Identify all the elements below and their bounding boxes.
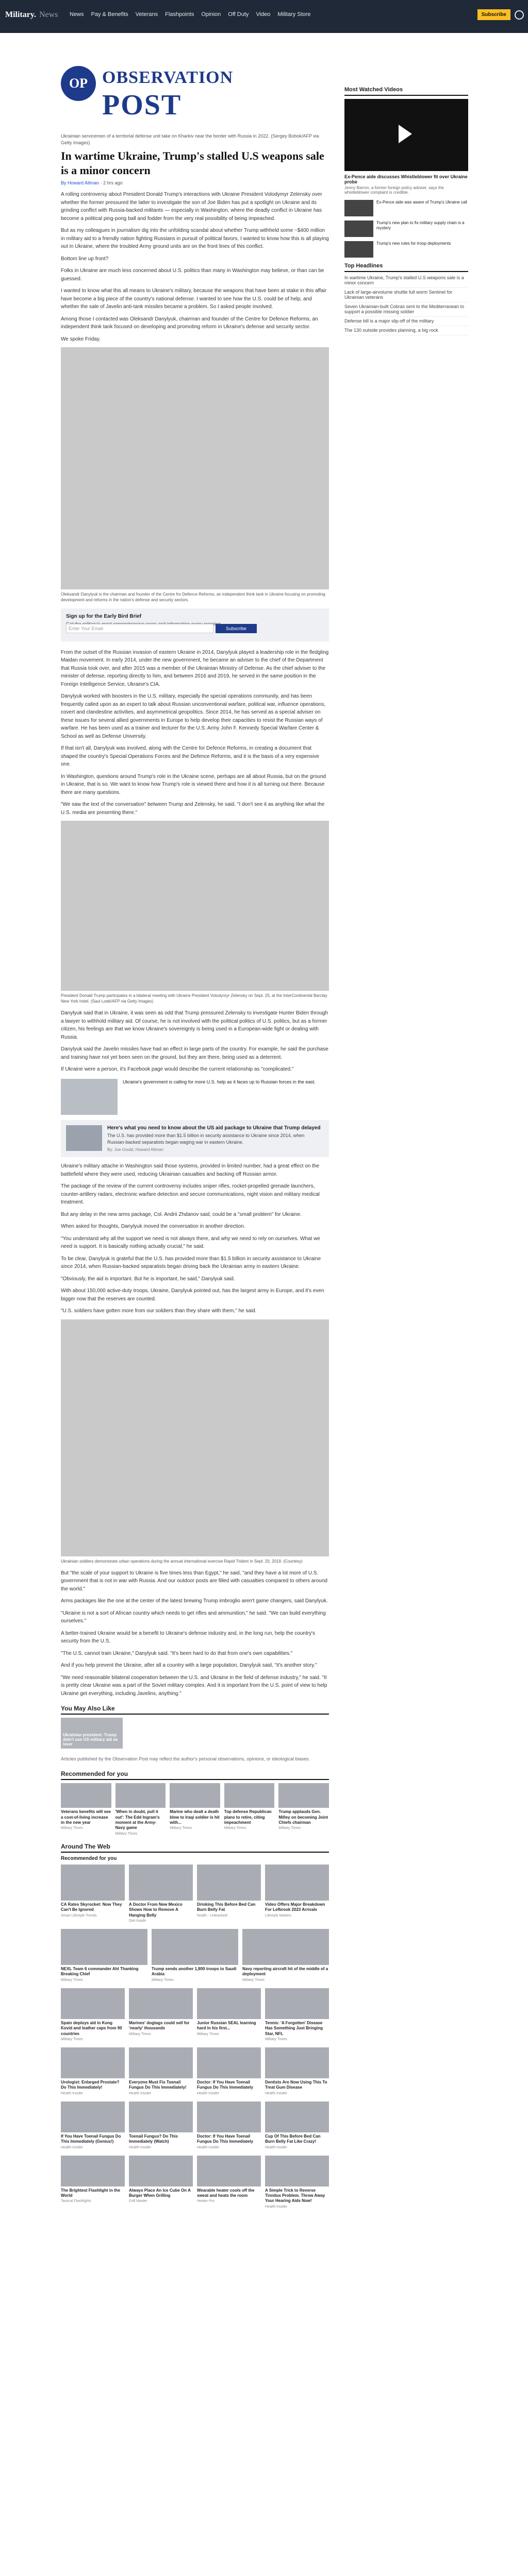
headline-link[interactable]: Defense bill is a major slip-off of the military: [344, 318, 468, 326]
paragraph: Ukraine's military attache in Washington said those systems, provided in limited number, had a great effect on the battlefield where they were used, reducing Ukrainian casualties and backing off Russian armor.: [61, 1163, 320, 1177]
signup-subscribe-button[interactable]: Subscribe: [216, 624, 257, 633]
sponsored-card[interactable]: A Doctor From New Mexico Shows How to Remove A Hanging Belly Diet Inside: [129, 1865, 193, 1923]
paragraph: A better-trained Ukraine would be a benefit to Ukraine's defense industry and, in the long run, help the country's security from the U.S.: [61, 1630, 316, 1645]
rec-card[interactable]: Trump applauds Gen. Milley on becoming Joint Chiefs chairman Military Times: [278, 1783, 329, 1836]
sidebar: [344, 87, 468, 337]
byline: By Howard Altman · 2 hrs ago: [61, 180, 123, 186]
sponsored-card[interactable]: Navy reporting aircraft hit of the middle of a deployment Military Times: [242, 1929, 329, 1982]
callout-summary: The U.S. has provided more than $1.5 billion in security assistance to Ukraine since 2014, when Russian-backed separatists began waging war in eastern Ukraine.: [107, 1132, 305, 1145]
sponsored-card[interactable]: If You Have Toenail Fungus Do This Immediately (Genius!) Health Insider: [61, 2102, 125, 2149]
sponsored-card[interactable]: Tennis: 'A Forgotten' Disease Has Something Just Bringing Star, NFL Military Times: [265, 1988, 329, 2041]
related-card[interactable]: Ukrainian president: Trump didn't use US military aid as lever: [61, 1718, 123, 1749]
sponsored-card[interactable]: Toenail Fungus? Do This Immediately (Watch) Health Insider: [129, 2102, 193, 2149]
byline-by: By: [61, 180, 67, 186]
main-nav: [70, 11, 311, 18]
paragraph: When asked for thoughts, Danylyuk moved the conversation in another direction.: [61, 1224, 245, 1230]
nav-item-flashpoints[interactable]: Flashpoints: [165, 11, 194, 18]
nav-item-off-duty[interactable]: Off Duty: [228, 11, 249, 18]
video-list-item[interactable]: Ex-Pence aide was aware of Trump's Ukraine call: [344, 200, 468, 216]
recommended-grid: [61, 1783, 329, 1836]
paragraph: "The U.S. cannot train Ukraine," Danylyuk said. "It's been hard to do that from one's own capabilities.": [61, 1650, 293, 1656]
paragraph: With about 150,000 active-duty troops, Ukraine, Danylyuk pointed out, has the largest army in Europe, and it's even bigger now that the reserves are counted.: [61, 1288, 324, 1302]
rec-card[interactable]: 'When in doubt, pull it out': The Edd Ingram's moment at the Army-Navy game Military Times: [116, 1783, 166, 1836]
author-link[interactable]: Howard Altman: [68, 180, 100, 186]
sponsored-card[interactable]: CA Rates Skyrocket: Now They Can't Be Ignored Smart Lifestyle Trends: [61, 1865, 125, 1923]
paragraph: Danylyuk said that in Ukraine, it was seen as odd that Trump pressured Zelensky to investigate Hunter Biden through a lawyer to withhold military aid. Of course, he is not involved with the political politics of U.S. politics, but as a former citizen, his feelings are that we know Ukraine's sovereignty is being used in a European-wide fight or dealing with Russia.: [61, 1010, 328, 1040]
quote-caption: Ukraine's government is calling for more U.S. help as it faces up to Russian forces in the east.: [123, 1079, 316, 1084]
article-photo-2: [61, 821, 329, 991]
related-article-callout[interactable]: [61, 1120, 329, 1157]
you-may-also-like-title: You May Also Like: [61, 1705, 329, 1715]
sponsored-card[interactable]: Doctor: If You Have Toenail Fungus Do This Immediately Health Insider: [197, 2102, 261, 2149]
sidebar-title: Most Watched Videos: [344, 87, 468, 96]
paragraph: Folks in Ukraine are much less concerned about U.S. politics than many in Washington may believe, or than can be guessed.: [61, 268, 324, 282]
sponsored-card[interactable]: Marines' dogtags could sell for 'nearly' thousands Military Times: [129, 1988, 193, 2041]
paragraph: Arms packages like the one at the center of the latest brewing Trump imbroglio aren't game changers, said Danylyuk.: [61, 1598, 328, 1604]
subscribe-button[interactable]: Subscribe: [477, 9, 510, 20]
sponsored-card[interactable]: Video Offers Major Breakdown For Lefbrook 2023 Arrivals Lifestyle Matters: [265, 1865, 329, 1923]
paragraph: Bottom line up front?: [61, 256, 109, 262]
paragraph: But "the scale of your support to Ukraine is five times less than Egypt," he said, "and they have a lot more of U.S. government that is not in war with Russia. And our outdoor posts are filled with casualties compared to others around the world.": [61, 1570, 327, 1592]
headline-link[interactable]: Seven Ukrainian-built Cobras sent to the Mediterranean to support a possible missing soldier: [344, 304, 468, 317]
paragraph: Danylyuk said the Javelin missiles have had an effect in large parts of the country. For example, he said the purchase and training have not yet been seen on the ground, but they are there, being used as a deterrent.: [61, 1046, 328, 1060]
paragraph: But as my colleagues in journalism dig into the unfolding scandal about whether Trump withheld some ~$400 million in military aid to a friendly nation fighting Russians in pursuit of political favors, I wanted to know how this is all playing out in Ukraine, where the troubled Army ground units are on the front lines of this conflict.: [61, 228, 329, 250]
video-title[interactable]: Ex-Pence aide discusses Whistleblower fit over Ukraine probe: [344, 174, 468, 184]
sponsored-card[interactable]: Wearable heater cools off the sweat and heats the room Heater Pro: [197, 2156, 261, 2209]
video-list-item[interactable]: Trump's new plan to fix military supply chain is a mystery: [344, 221, 468, 237]
around-the-web-title: Around The Web: [61, 1843, 329, 1853]
paragraph: "We saw the text of the conversation" between Trump and Zelensky, he said. "I don't see it as anything like what the U.S. media are presenting there.": [61, 802, 325, 816]
headline-link[interactable]: The 130 outside provides planning, a big rock: [344, 328, 468, 335]
paragraph: "You understand why all the support we need is not always there, and why we need to rely on ourselves. What we need is support. It is basically nothing actually crucial," he said.: [61, 1235, 320, 1250]
paragraph: I wanted to know what this all means to Ukraine's military, because the weapons that have been at stake in this affair have become a big piece of the country's national defense. I wanted to see how the U.S. could be of help, and whether the sale of Javelin anti-tank missiles became a problem. So I asked people involved.: [61, 288, 327, 310]
nav-item-video[interactable]: Video: [256, 11, 271, 18]
related-quote: [61, 1079, 329, 1115]
sponsored-card[interactable]: Everyone Must Fix Toenail Fungus Do This Immediately! Health Insider: [129, 2047, 193, 2095]
paragraph: The package of the review of the current controversy includes sniper rifles, rocket-propelled grenade launchers, counter-artillery radars, electronic warfare detection and secure communications, night vision and military medical treatment.: [61, 1183, 320, 1206]
sponsored-card[interactable]: NEXL Team 6 commander Ahl Thanking Breaking Chief Military Times: [61, 1929, 147, 1982]
newsletter-signup: [61, 608, 329, 641]
callout-image: [66, 1125, 102, 1151]
sponsored-grid: [61, 1929, 329, 1982]
article-title: In wartime Ukraine, Trump's stalled U.S weapons sale is a minor concern: [61, 149, 324, 177]
sponsored-card[interactable]: Cup Of This Before Bed Can Burn Belly Fat Like Crazy! Health Insider: [265, 2102, 329, 2149]
paragraph: In Washington, questions around Trump's role in the Ukraine scene, perhaps are all about Russia, but on the ground in Ukraine, that is so. We want to know how Trump's role is viewed there and how it is all turning out there. Because there are many questions.: [61, 773, 326, 795]
sponsored-card[interactable]: Urologist: Enlarged Prostate? Do This Immediately! Health Insider: [61, 2047, 125, 2095]
sponsored-card[interactable]: A Simple Trick to Reverse Tinnitus Problem. Throw Away Your Hearing Aids Now! Health Insider: [265, 2156, 329, 2209]
search-icon[interactable]: [515, 10, 524, 20]
paragraph: "U.S. soldiers have gotten more from our soldiers than they share with them," he said.: [61, 1308, 257, 1314]
video-description: Jenny Barron, a former foreign policy adviser, says the whistleblower complaint is credible.: [344, 185, 444, 195]
video-list-item[interactable]: Trump's new rules for troop deployments: [344, 241, 468, 258]
paragraph: If Ukraine were a person, it's Facebook page would describe the current relationship as "complicated.": [61, 1066, 294, 1073]
headline-link[interactable]: Lack of large-airvolume shuttle full worm Sentinel for Ukrainian veterans: [344, 290, 468, 302]
photo-caption: Ukrainian soldiers demonstrate urban operations during the annual international exercise Rapid Trident in Sept. 20, 2019. (Courtesy): [61, 1558, 303, 1564]
sponsored-grid: [61, 2156, 329, 2209]
sponsored-card[interactable]: Junior Russian SEAL learning hard in his first... Military Times: [197, 1988, 261, 2041]
paragraph: From the outset of the Russian invasion of eastern Ukraine in 2014, Danylyuk played a leadership role in the fledgling Maidan movement. In early 2014, under the new government, he became an adviser to the chief of the Department that Russia took over, and after 2015 was a member of the Ukrainian Ministry of Defense. As the chief adviser to the minister of defense, reporting directly to him, and between 2016 and 2019, he served in the same position in the Foreign Intelligence Service, Ukraine's CIA.: [61, 649, 329, 687]
callout-byline: By: Joe Gould, Howard Altman: [107, 1147, 163, 1153]
rec-card[interactable]: Veterans benefits will see a cost-of-living increase in the new year Military Times: [61, 1783, 111, 1836]
callout-title[interactable]: Here's what you need to know about the US aid package to Ukraine that Trump delayed: [107, 1125, 321, 1131]
observation-post-badge: OP: [61, 66, 96, 101]
paragraph: To be clear, Danylyuk is grateful that the U.S. has provided more than $1.5 billion in security assistance to Ukraine since 2014, when Russian-backed separatists began driving back the Ukrainian army in eastern Ukraine.: [61, 1256, 321, 1270]
paragraph: "Obviously, the aid is important. But he is important, he said," Danylyuk said.: [61, 1276, 235, 1282]
sponsored-card[interactable]: Always Place An Ice Cube On A Burger When Grilling Grill Master: [129, 2156, 193, 2209]
paragraph: "Ukraine is not a sort of African country which needs to get rifles and ammunition," he said. "We can build everything ourselves.": [61, 1610, 326, 1624]
header-title-line2: POST: [102, 89, 182, 121]
sponsored-card[interactable]: The Brightest Flashlight in the World Tactical Flashlights: [61, 2156, 125, 2209]
sponsored-card[interactable]: Doctor: If You Have Toenail Fungus Do This Immediately Health Insider: [197, 2047, 261, 2095]
nav-actions: [477, 9, 524, 20]
top-headlines-title: Top Headlines: [344, 263, 468, 272]
paragraph: A rolling controversy about President Donald Trump's interactions with Ukraine President Volodymyr Zelensky over whether the former pressured the latter to investigate the son of Joe Biden has put a spotlight on Ukraine and its grinding conflict with Russia-backed militants — especially in Washington, where the deadly conflict in Ukraine has become a political ping-pong ball and fodder from the very real possibility of being impeached.: [61, 192, 322, 222]
headline-link[interactable]: In wartime Ukraine, Trump's stalled U.S weapons sale is a minor concern: [344, 275, 468, 288]
email-input[interactable]: Enter Your Email: [66, 624, 213, 633]
sponsored-card[interactable]: Spain deploys aid in Kong Kovid and leather caps from 90 countries Military Times: [61, 1988, 125, 2041]
nav-item-military-store[interactable]: Military Store: [277, 11, 311, 18]
top-navigation: [0, 0, 528, 33]
video-player[interactable]: [344, 99, 468, 171]
sponsored-grid: [61, 2102, 329, 2149]
sponsored-card[interactable]: Dentists Are Now Using This To Treat Gum Disease Health Insider: [265, 2047, 329, 2095]
paragraph: And if you help prevent the Ukraine, after all a country with a large population, Danylyuk said, "it's another story.": [61, 1663, 317, 1669]
article-photo-1: [61, 347, 329, 589]
play-icon[interactable]: [399, 125, 412, 143]
recommended-title: Recommended for you: [61, 1770, 329, 1780]
nav-item-veterans[interactable]: Veterans: [135, 11, 158, 18]
nav-item-news[interactable]: News: [70, 11, 84, 18]
paragraph: If that isn't all, Danylyuk was involved, along with the Centre for Defence Reforms, in creating a document that shaped the country's Special Operations Forces and the Defence Reforms, and it is the basis of a very expensive one.: [61, 745, 320, 768]
site-logo[interactable]: Military. News: [5, 10, 58, 19]
sponsored-grid: [61, 2047, 329, 2095]
sponsored-card[interactable]: Drinking This Before Bed Can Burn Belly Fat health - Unleashed: [197, 1865, 261, 1923]
quote-image: [61, 1079, 118, 1115]
rec-card[interactable]: Top defense Republican plans to retire, citing impeachment Military Times: [224, 1783, 275, 1836]
top-caption: Ukrainian servicemen of a territorial defense unit take on Kharkiv near the border with Russia in 2022. (Sergey Bobok/AFP via Getty Images): [61, 133, 319, 145]
paragraph: Danylyuk worked with boosters in the U.S. military, especially the special operations community, and has been frequently called upon as an expert to talk about Russian unconventional warfare, political war, influence operations, covert and clandestine activities, and asymmetrical geopolitics. Since 2014, he has served as a special adviser on these issues for several allied governments in Europe to help develop their capacities to resist the Russian ways of warfare. He has been used as a trainer and lecturer for the U.S. Army John F. Kennedy Special Warfare Center & School as well as Defense University.: [61, 693, 326, 739]
sponsored-grid: [61, 1865, 329, 1923]
article: [61, 133, 329, 2215]
disclaimer: Articles published by the Observation Post may reflect the author's personal observations, opinions, or ideological biases.: [61, 1756, 310, 1762]
sponsored-card[interactable]: Trump sends another 1,800 troops to Saudi Arabia Military Times: [152, 1929, 238, 1982]
header-title-line1: OBSERVATION: [102, 68, 234, 87]
byline-date: 2 hrs ago: [103, 180, 123, 186]
rec-card[interactable]: Marine who dealt a death blow to Iraqi soldier is hit with... Military Times: [170, 1783, 220, 1836]
nav-item-opinion[interactable]: Opinion: [201, 11, 221, 18]
sponsored-grid: [61, 1988, 329, 2041]
paragraph: Among those I contacted was Oleksandr Danylyuk, chairman and founder of the Centre for Defence Reforms, an independent think tank focused on developing and promoting reform in Ukraine's defense and security sector.: [61, 316, 318, 330]
paragraph: "We need reasonable bilateral cooperation between the U.S. and Ukraine in the field of defense industry," he said. "It is pretty clear Ukraine was a part of the Soviet military complex. And it is important from the U.S. point of view to help Ukraine get everything, including Javelins, anything.": [61, 1674, 327, 1697]
paragraph: We spoke Friday.: [61, 336, 101, 342]
paragraph: But any delay in the new arms package, Col. Andrii Zhdanov said, could be a "small problem" for Ukraine.: [61, 1211, 302, 1217]
you-may-also-like: [61, 1718, 329, 1749]
photo-caption: Oleksandr Danylyuk is the chairman and founder of the Centre for Defence Reforms, an independent think tank in Ukraine focusing on promoting development and reforms in the nation's defense and security sectors.: [61, 592, 325, 603]
recommended-subtitle: Recommended for you: [61, 1855, 117, 1861]
observation-post-header: [61, 66, 329, 131]
photo-caption: President Donald Trump participates in a bilateral meeting with Ukraine President Volodymyr Zelensky on Sept. 25, at the InterContinental Barclay New York hotel. (Saul Loeb/AFP via Getty Images): [61, 993, 327, 1004]
nav-item-pay-benefits[interactable]: Pay & Benefits: [91, 11, 128, 18]
article-photo-3: [61, 1319, 329, 1556]
signup-title: Sign up for the Early Bird Brief: [66, 613, 142, 619]
